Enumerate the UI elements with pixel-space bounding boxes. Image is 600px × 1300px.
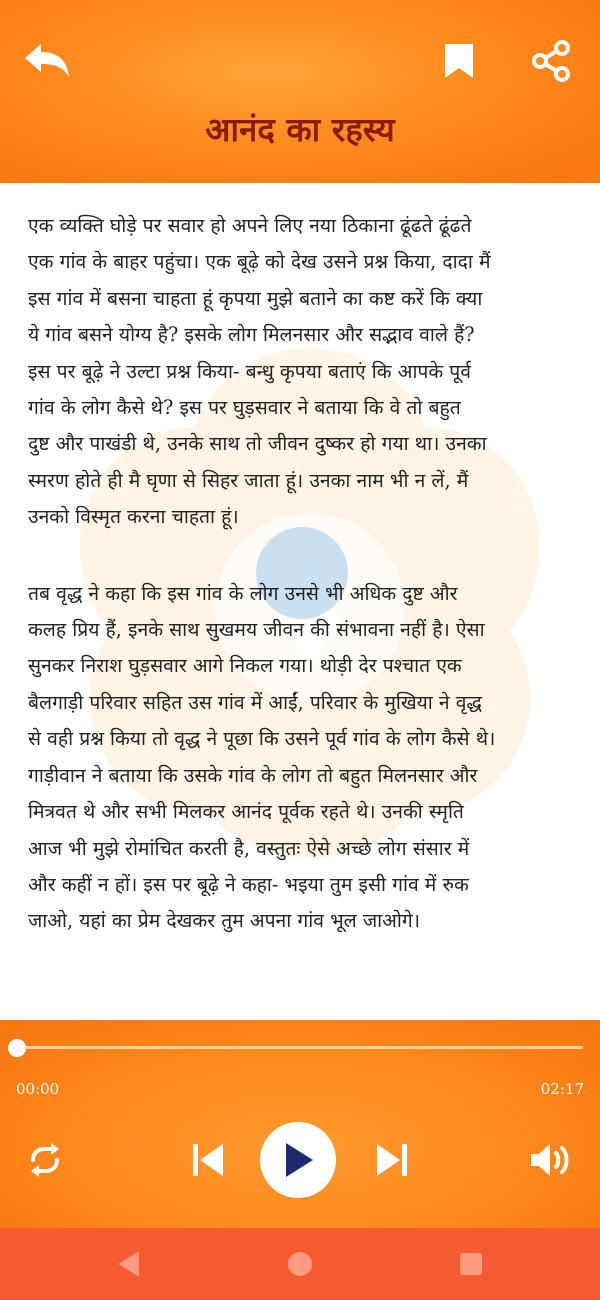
volume-button[interactable] — [524, 1138, 578, 1182]
repeat-button[interactable] — [20, 1138, 70, 1182]
nav-back-button[interactable] — [104, 1244, 154, 1284]
story-title: आनंद का रहस्य — [205, 110, 395, 149]
share-button[interactable] — [522, 34, 580, 88]
next-button[interactable] — [368, 1138, 418, 1182]
current-time: 00:00 — [16, 1080, 60, 1098]
nav-home-button[interactable] — [275, 1244, 325, 1284]
nav-home-circle-icon — [286, 1250, 314, 1278]
progress-track[interactable] — [17, 1046, 583, 1049]
play-icon — [280, 1140, 316, 1180]
volume-icon — [528, 1140, 574, 1180]
bookmark-icon — [443, 42, 475, 80]
back-arrow-icon — [21, 39, 75, 83]
total-time: 02:17 — [540, 1080, 584, 1098]
previous-button[interactable] — [182, 1138, 232, 1182]
back-button[interactable] — [18, 34, 78, 88]
story-content[interactable] — [0, 183, 600, 1020]
story-paragraph: एक व्यक्ति घोड़े पर सवार हो अपने लिए नया ठिकाना ढूंढते ढूंढते एक गांव के बाहर पहुंचा। एक बूढ़े को देख उसने प्रश्न किया, दादा मैं इस गांव में बसना चाहता हूं कृपया मुझे बताने का कष्ट करें कि क्या ये गांव बसने योग्य है? इसके लोग मिलनसार और सद्भाव वाले हैं? इस पर बूढ़े ने उल्टा प्रश्न किया- बन्धु कृपया बताएं कि आपके पूर्व गांव के लोग कैसे थे? इस पर घुड़सवार ने बताया कि वे तो बहुत दुष्ट और पाखंडी थे, उनके साथ तो जीवन दुष्कर हो गया था। उनका स्मरण होते ही मै घृणा से सिहर जाता हूं। उनका नाम भी न लें, मैं उनको विस्मृत करना चाहता हूं। — [28, 214, 491, 529]
share-icon — [529, 39, 573, 83]
repeat-icon — [25, 1140, 65, 1180]
skip-previous-icon — [187, 1140, 227, 1180]
bookmark-button[interactable] — [432, 36, 486, 86]
nav-recent-square-icon — [458, 1251, 484, 1277]
nav-back-triangle-icon — [116, 1251, 142, 1277]
header — [0, 0, 600, 183]
play-button[interactable] — [260, 1122, 336, 1198]
skip-next-icon — [373, 1140, 413, 1180]
seek-thumb[interactable] — [8, 1039, 26, 1057]
story-paragraph: तब वृद्ध ने कहा कि इस गांव के लोग उनसे भी अधिक दुष्ट और कलह प्रिय हैं, इनके साथ सुखमय जीवन की संभावना नहीं है। ऐसा सुनकर निराश घुड़सवार आगे निकल गया। थोड़ी देर पश्चात एक बैलगाड़ी परिवार सहित उस गांव में आईं, परिवार के मुखिया ने वृद्ध से वही प्रश्न किया तो वृद्ध ने पूछा कि उसने पूर्व गांव के लोग कैसे थे। गाड़ीवान ने बताया कि उसके गांव के लोग तो बहुत मिलनसार और मित्रवत थे और सभी मिलकर आनंद पूर्वक रहते थे। उनकी स्मृति आज भी मुझे रोमांचित करती है, वस्तुतः ऐसे अच्छे लोग संसार में और कहीं न हों। इस पर बूढ़े ने कहा- भइया तुम इसी गांव में रुक जाओ, यहां का प्रेम देखकर तुम अपना गांव भूल जाओगे। — [28, 581, 496, 933]
system-nav-bar — [0, 1228, 600, 1300]
nav-recent-button[interactable] — [446, 1244, 496, 1284]
audio-player — [0, 1020, 600, 1228]
